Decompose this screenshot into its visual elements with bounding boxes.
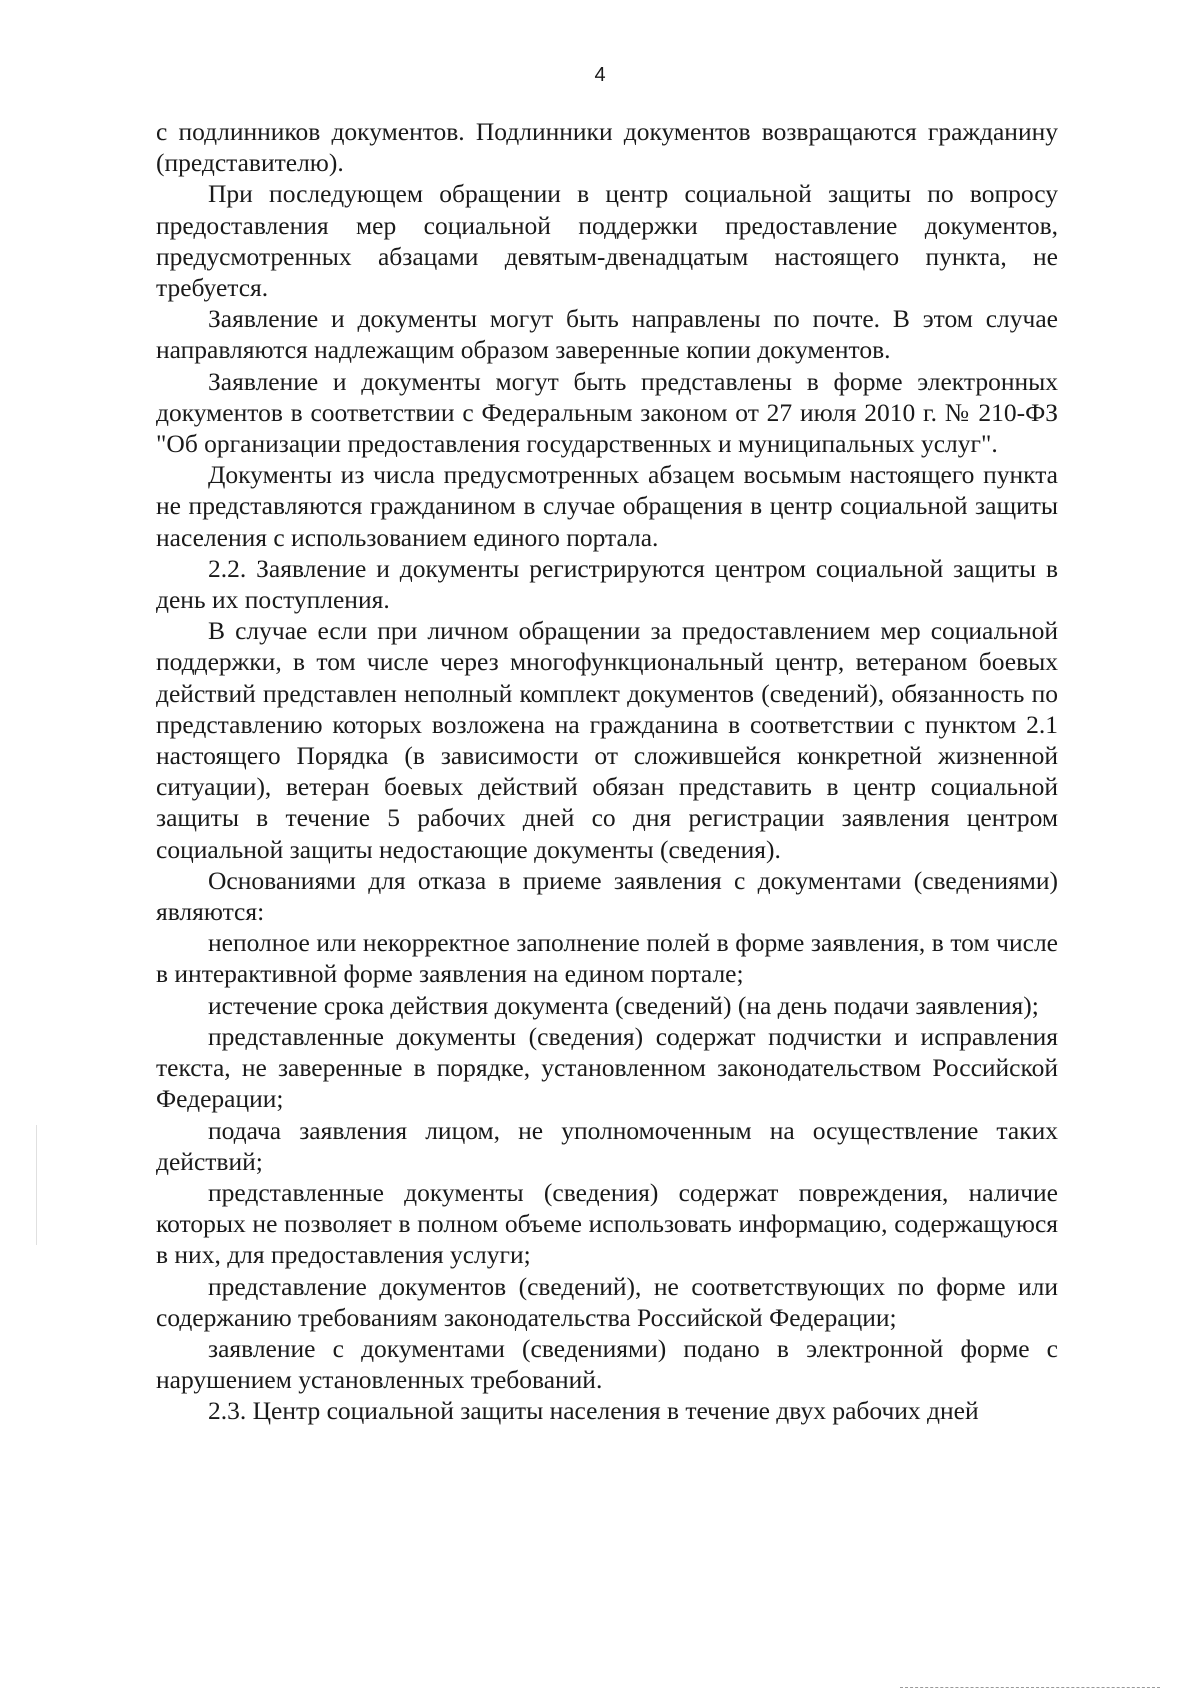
paragraph-continuation: с подлинников документов. Подлинники документов возвращаются гражданину (представителю).: [156, 117, 1058, 178]
paragraph: Заявление и документы могут быть направлены по почте. В этом случае направляются надлежащим образом заверенные копии документов.: [156, 304, 1058, 365]
page-number: 4: [594, 64, 606, 86]
paragraph: В случае если при личном обращении за предоставлением мер социальной поддержки, в том числе через многофункциональный центр, ветераном боевых действий представлен неполный комплект документов (сведений), обязанность по представлению которых возложена на гражданина в соответствии с пунктом 2.1 настоящего Порядка (в зависимости от сложившейся конкретной жизненной ситуации), ветеран боевых действий обязан представить в центр социальной защиты в течение 5 рабочих дней со дня регистрации заявления центром социальной защиты недостающие документы (сведения).: [156, 616, 1058, 864]
scan-edge-mark: [36, 1125, 37, 1245]
paragraph: Основаниями для отказа в приеме заявления с документами (сведениями) являются:: [156, 865, 1058, 927]
paragraph: Документы из числа предусмотренных абзацем восьмым настоящего пункта не представляются гражданином в случае обращения в центр социальной защиты населения с использованием единого портала.: [156, 460, 1058, 552]
list-item: истечение срока действия документа (сведений) (на день подачи заявления);: [208, 990, 1039, 1020]
list-item: представление документов (сведений), не соответствующих по форме или содержанию требованиям законодательства Российской Федерации;: [156, 1271, 1058, 1332]
list-item: заявление с документами (сведениями) подано в электронной форме с нарушением установленных требований.: [156, 1333, 1058, 1395]
document-body: [156, 116, 1058, 1427]
list-item: подача заявления лицом, не уполномоченным на осуществление таких действий;: [156, 1115, 1058, 1176]
section-2-3-paragraph: 2.3. Центр социальной защиты населения в течение двух рабочих дней: [208, 1396, 979, 1426]
list-item: представленные документы (сведения) содержат подчистки и исправления текста, не заверенные в порядке, установленном законодательством Российской Федерации;: [156, 1021, 1058, 1114]
section-2-2-paragraph: 2.2. Заявление и документы регистрируются центром социальной защиты в день их поступления.: [156, 553, 1058, 615]
scan-footer-line: [900, 1687, 1160, 1690]
list-item: неполное или некорректное заполнение полей в форме заявления, в том числе в интерактивной форме заявления на едином портале;: [156, 928, 1058, 989]
paragraph: При последующем обращении в центр социальной защиты по вопросу предоставления мер социальной поддержки предоставление документов, предусмотренных абзацами девятым-двенадцатым настоящего пункта, не требуется.: [156, 179, 1058, 303]
list-item: представленные документы (сведения) содержат повреждения, наличие которых не позволяет в полном объеме использовать информацию, содержащуюся в них, для предоставления услуги;: [156, 1177, 1058, 1270]
paragraph: Заявление и документы могут быть представлены в форме электронных документов в соответствии с Федеральным законом от 27 июля 2010 г. № 210-ФЗ "Об организации предоставления государственных и муниципальных услуг".: [156, 366, 1058, 459]
